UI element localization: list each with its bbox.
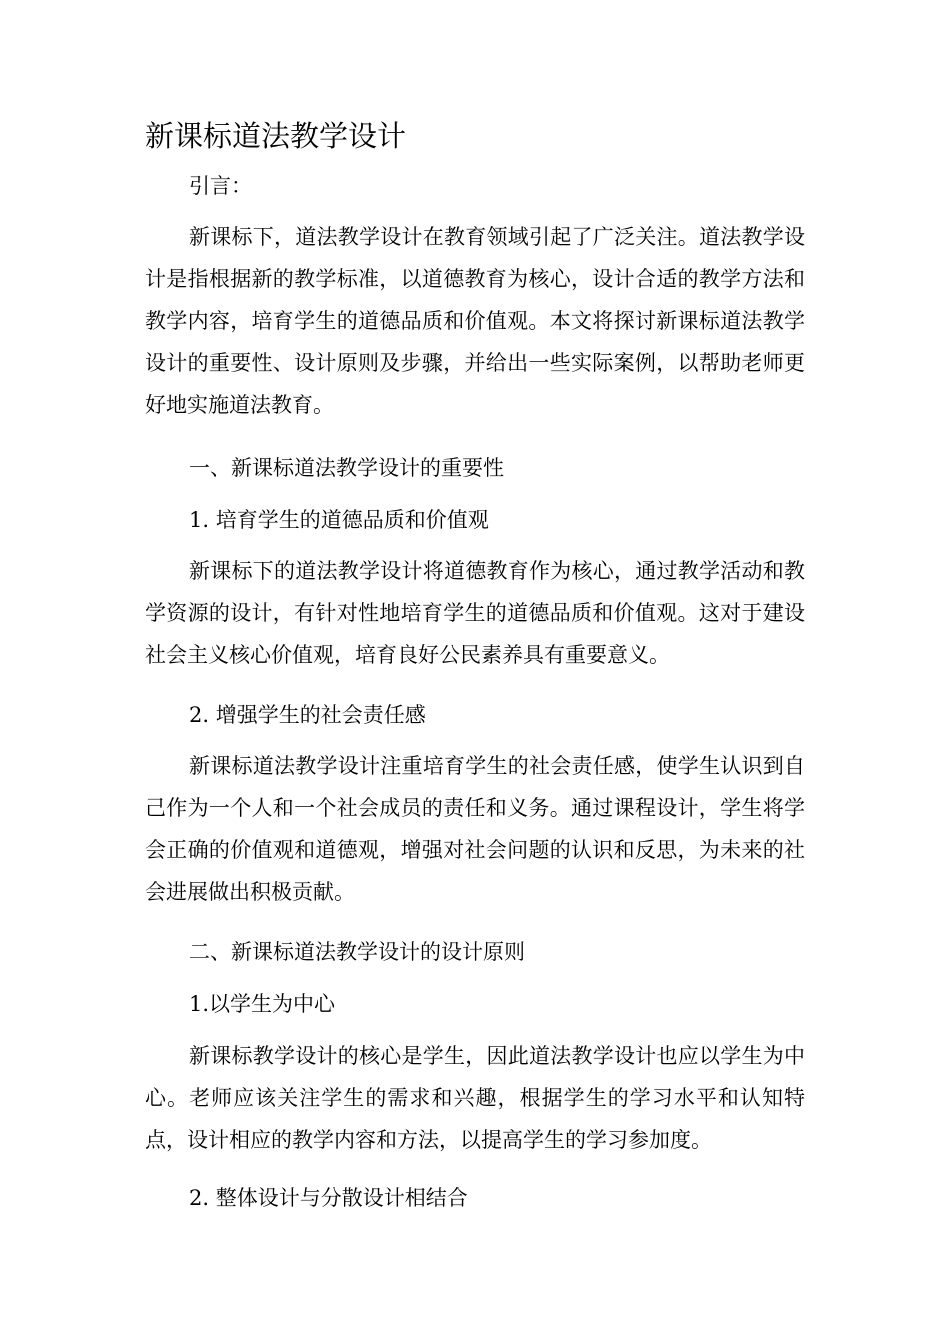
paragraph-student-centered: 新课标教学设计的核心是学生，因此道法教学设计也应以学生为中心。老师应该关注学生的需求和兴趣，根据学生的学习水平和认知特点，设计相应的教学内容和方法，以提高学生的学习参加度。 xyxy=(145,1044,805,1152)
section-heading-principles: 二、新课标道法教学设计的设计原则 xyxy=(189,940,525,964)
document-title: 新课标道法教学设计 xyxy=(145,119,407,153)
paragraph-social-responsibility: 新课标道法教学设计注重培育学生的社会责任感，使学生认识到自己作为一个人和一个社会成员的责任和义务。通过课程设计，学生将学会正确的价值观和道德观，增强对社会问题的认识和反思，为未来的社会进展做出积极贡献。 xyxy=(145,754,805,904)
item-heading-moral-values: 1. 培育学生的道德品质和价值观 xyxy=(189,508,489,532)
paragraph-moral-values: 新课标下的道法教学设计将道德教育作为核心，通过教学活动和教学资源的设计，有针对性地培育学生的道德品质和价值观。这对于建设社会主义核心价值观，培育良好公民素养具有重要意义。 xyxy=(145,559,805,667)
intro-paragraph: 新课标下，道法教学设计在教育领域引起了广泛关注。道法教学设计是指根据新的教学标准，以道德教育为核心，设计合适的教学方法和教学内容，培育学生的道德品质和价值观。本文将探讨新课标道法教学设计的重要性、设计原则及步骤，并给出一些实际案例，以帮助老师更好地实施道法教育。 xyxy=(145,225,805,417)
item-heading-integrated-design: 2. 整体设计与分散设计相结合 xyxy=(189,1186,468,1210)
item-heading-social-responsibility: 2. 增强学生的社会责任感 xyxy=(189,703,426,727)
item-heading-student-centered: 1.以学生为中心 xyxy=(189,992,336,1016)
intro-label: 引言： xyxy=(189,174,252,198)
section-heading-importance: 一、新课标道法教学设计的重要性 xyxy=(189,456,504,480)
